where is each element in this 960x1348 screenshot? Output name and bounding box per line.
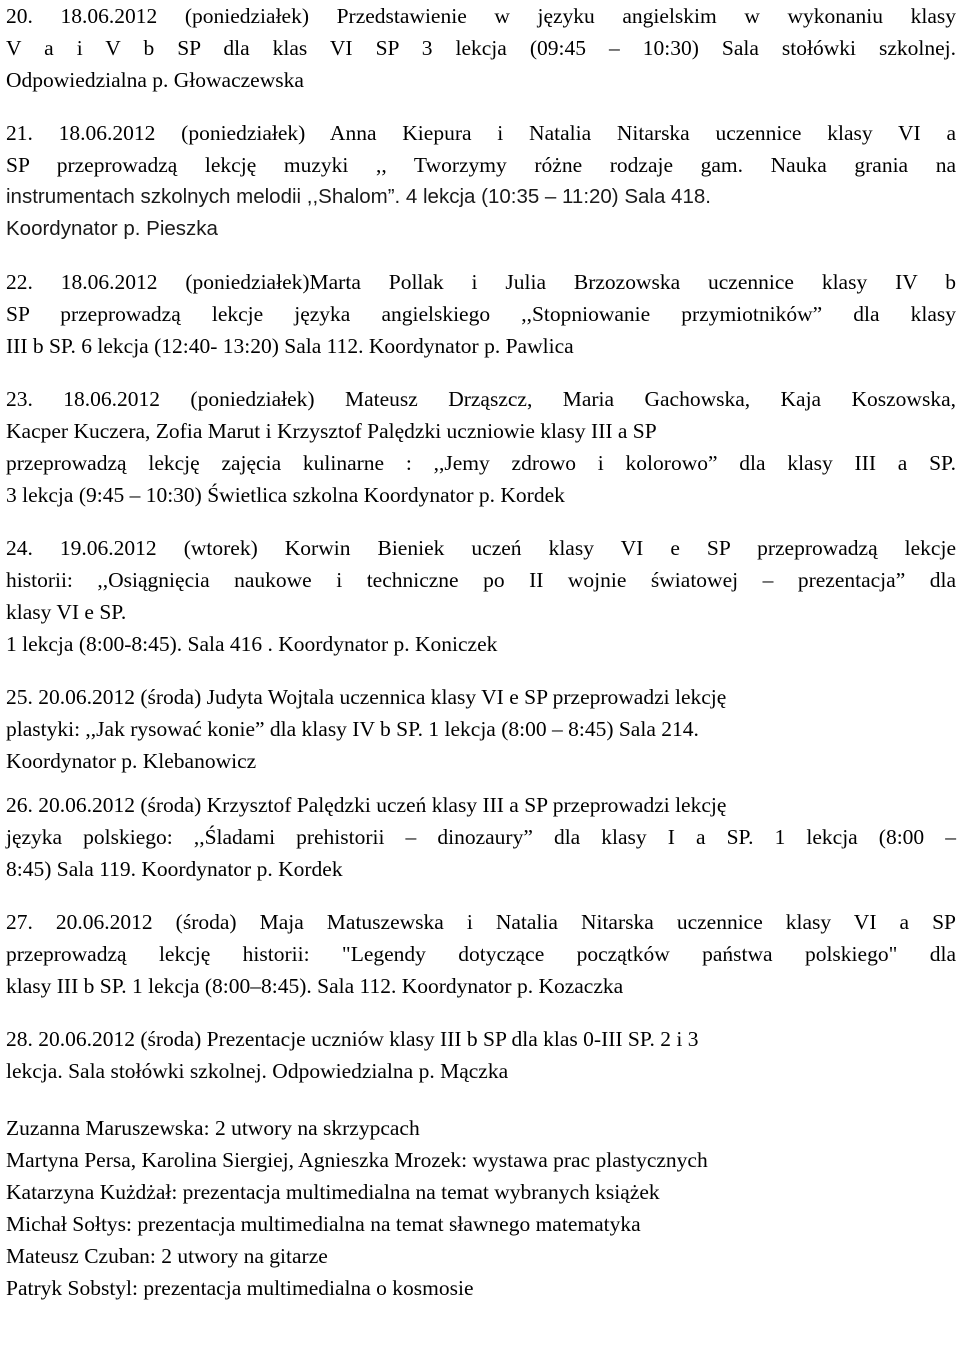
spacer [6,245,956,266]
spacer [6,511,956,532]
entry-line: klasy VI e SP. [6,600,127,624]
schedule-entry-27 [6,906,956,1002]
performer-item: Michał Sołtys: prezentacja multimedialna na temat sławnego matematyka [6,1212,641,1236]
entry-line: 22. 18.06.2012 (poniedziałek)Marta Pollak i Julia Brzozowska uczennice klasy IV b [6,270,956,294]
spacer [6,777,956,789]
schedule-entry-25 [6,681,956,777]
entry-line: SP przeprowadzą lekcje języka angielskiego ,,Stopniowanie przymiotników” dla klasy [6,302,956,326]
performer-item: Martyna Persa, Karolina Siergiej, Agnieszka Mrozek: wystawa prac plastycznych [6,1148,708,1172]
entry-line: 28. 20.06.2012 (środa) Prezentacje uczniów klasy III b SP dla klas 0-III SP. 2 i 3 [6,1027,699,1051]
spacer [6,96,956,117]
entry-line: III b SP. 6 lekcja (12:40- 13:20) Sala 112. Koordynator p. Pawlica [6,334,574,358]
schedule-entry-28 [6,1023,956,1087]
performer-item: Mateusz Czuban: 2 utwory na gitarze [6,1244,328,1268]
spacer [6,1087,956,1112]
schedule-entry-21 [6,117,956,245]
entry-line: 3 lekcja (9:45 – 10:30) Świetlica szkolna Koordynator p. Kordek [6,483,565,507]
entry-line: Koordynator p. Pieszka [6,217,218,240]
entry-line: 21. 18.06.2012 (poniedziałek) Anna Kiepura i Natalia Nitarska uczennice klasy VI a [6,121,956,145]
entry-line: plastyki: ,,Jak rysować konie” dla klasy IV b SP. 1 lekcja (8:00 – 8:45) Sala 214. [6,717,699,741]
schedule-entry-24 [6,532,956,660]
entry-line: lekcja. Sala stołówki szkolnej. Odpowiedzialna p. Mączka [6,1059,509,1083]
entry-line: Odpowiedzialna p. Głowaczewska [6,68,304,92]
entry-line: instrumentach szkolnych melodii ,,Shalom”. 4 lekcja (10:35 – 11:20) Sala 418. [6,185,711,208]
document-page [6,0,956,1304]
entry-line: przeprowadzą lekcję zajęcia kulinarne : ,,Jemy zdrowo i kolorowo” dla klasy III a SP. [6,451,956,475]
performer-item: Katarzyna Kużdżał: prezentacja multimedialna na temat wybranych książek [6,1180,660,1204]
performer-item: Patryk Sobstyl: prezentacja multimedialna o kosmosie [6,1276,474,1300]
schedule-entry-20 [6,0,956,96]
schedule-entry-23 [6,383,956,511]
spacer [6,660,956,681]
entry-line: SP przeprowadzą lekcję muzyki ,, Tworzymy różne rodzaje gam. Nauka grania na [6,153,956,177]
entry-line: 20. 18.06.2012 (poniedziałek) Przedstawienie w języku angielskim w wykonaniu klasy [6,4,956,28]
performers-list [6,1112,956,1304]
entry-line: Koordynator p. Klebanowicz [6,749,257,773]
entry-line: 24. 19.06.2012 (wtorek) Korwin Bieniek uczeń klasy VI e SP przeprowadzą lekcje [6,536,956,560]
schedule-entry-22 [6,266,956,362]
entry-line: historii: ,,Osiągnięcia naukowe i techniczne po II wojnie światowej – prezentacja” dla [6,568,956,592]
entry-line: języka polskiego: ,,Śladami prehistorii – dinozaury” dla klasy I a SP. 1 lekcja (8:00 – [6,825,956,849]
entry-line: przeprowadzą lekcję historii: "Legendy dotyczące początków państwa polskiego" dla [6,942,956,966]
entry-line: 27. 20.06.2012 (środa) Maja Matuszewska i Natalia Nitarska uczennice klasy VI a SP [6,910,956,934]
entry-line: 8:45) Sala 119. Koordynator p. Kordek [6,857,343,881]
entry-line: 1 lekcja (8:00-8:45). Sala 416 . Koordynator p. Koniczek [6,632,498,656]
entry-line: 26. 20.06.2012 (środa) Krzysztof Palędzki uczeń klasy III a SP przeprowadzi lekcję [6,793,727,817]
entry-line: klasy III b SP. 1 lekcja (8:00–8:45). Sala 112. Koordynator p. Kozaczka [6,974,624,998]
entry-line: Kacper Kuczera, Zofia Marut i Krzysztof Palędzki uczniowie klasy III a SP [6,419,657,443]
performer-item: Zuzanna Maruszewska: 2 utwory na skrzypcach [6,1116,420,1140]
spacer [6,885,956,906]
schedule-entry-26 [6,789,956,885]
entry-line: 23. 18.06.2012 (poniedziałek) Mateusz Drząszcz, Maria Gachowska, Kaja Koszowska, [6,387,956,411]
entry-line: V a i V b SP dla klas VI SP 3 lekcja (09:45 – 10:30) Sala stołówki szkolnej. [6,36,956,60]
spacer [6,1002,956,1023]
entry-line: 25. 20.06.2012 (środa) Judyta Wojtala uczennica klasy VI e SP przeprowadzi lekcję [6,685,727,709]
spacer [6,362,956,383]
